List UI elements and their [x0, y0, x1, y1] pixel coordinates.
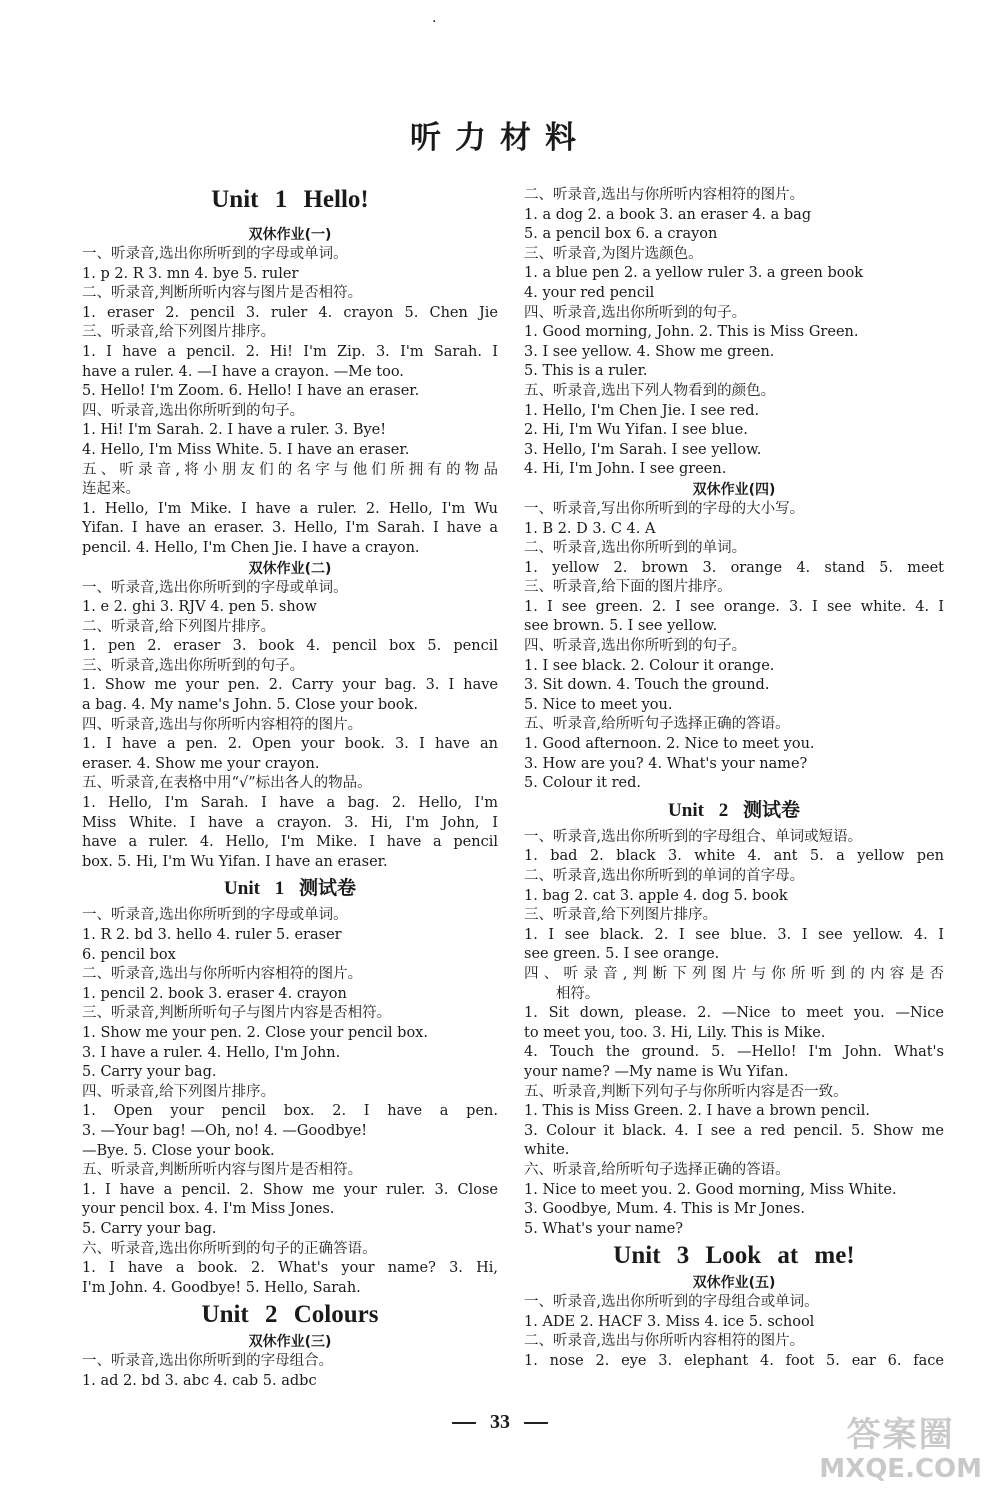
text-line: 1. Hello, I'm Sarah. I have a bag. 2. Hello, I'm — [82, 795, 498, 812]
text-line: 四、听录音,选出你所听到的句子。 — [524, 638, 747, 655]
text-line: 一、听录音,选出你所听到的字母或单词。 — [82, 907, 348, 924]
text-line: 1. Show me your pen. 2. Close your pencil box. — [82, 1024, 428, 1041]
footer-dash-right — [524, 1422, 548, 1424]
text-line: 相符。 — [555, 985, 600, 1002]
text-line: eraser. 4. Show me your crayon. — [82, 755, 320, 772]
text-line: your pencil box. 4. I'm Miss Jones. — [82, 1201, 335, 1218]
text-line: 4. your red pencil — [524, 284, 655, 301]
left-column — [82, 186, 498, 1391]
text-line: 1. bad 2. black 3. white 4. ant 5. a yellow pen — [524, 848, 944, 865]
text-line: 四、听录音,判断下列图片与你所听到的内容是否 — [524, 965, 944, 982]
text-line: I'm John. 4. Goodbye! 5. Hello, Sarah. — [82, 1279, 361, 1296]
text-line: 1. pen 2. eraser 3. book 4. pencil box 5. pencil — [82, 638, 498, 655]
text-line: 五、听录音,给所听句子选择正确的答语。 — [524, 716, 790, 733]
text-line: 4. Hi, I'm John. I see green. — [524, 461, 727, 478]
watermark-top: 答案圈 — [846, 1415, 955, 1455]
text-line: 1. Good afternoon. 2. Nice to meet you. — [524, 736, 815, 753]
text-line: 1. Hello, I'm Chen Jie. I see red. — [524, 402, 760, 419]
text-line: 1. pencil 2. book 3. eraser 4. crayon — [82, 985, 347, 1002]
text-line: 1. e 2. ghi 3. RJV 4. pen 5. show — [82, 599, 317, 616]
text-line: 五、听录音,判断所听内容与图片是否相符。 — [82, 1162, 363, 1179]
unit-heading: Unit 3 Look at me! — [613, 1242, 855, 1270]
text-line: 5. Carry your bag. — [82, 1064, 217, 1081]
text-line: 1. eraser 2. pencil 3. ruler 4. crayon 5. Chen Jie — [82, 304, 498, 321]
text-line: 4. Touch the ground. 5. —Hello! I'm John. What's — [524, 1044, 944, 1061]
text-line: 五、听录音,判断下列句子与你所听内容是否一致。 — [524, 1083, 848, 1100]
text-line: 三、听录音,给下面的图片排序。 — [524, 579, 732, 596]
section-heading: 双休作业(三) — [248, 1334, 332, 1351]
section-heading: 双休作业(四) — [692, 481, 776, 498]
text-line: 一、听录音,选出你所听到的字母组合或单词。 — [524, 1294, 819, 1311]
text-line: 1. bag 2. cat 3. apple 4. dog 5. book — [524, 887, 788, 904]
text-line: 一、听录音,选出你所听到的字母或单词。 — [82, 246, 348, 262]
text-line: 3. I have a ruler. 4. Hello, I'm John. — [82, 1044, 341, 1061]
text-line: 1. a blue pen 2. a yellow ruler 3. a green book — [524, 265, 864, 282]
text-line: —Bye. 5. Close your book. — [82, 1142, 275, 1159]
text-line: pencil. 4. Hello, I'm Chen Jie. I have a crayon. — [82, 539, 420, 556]
text-line: 5. Nice to meet you. — [524, 696, 673, 713]
text-line: 三、听录音,为图片选颜色。 — [524, 245, 703, 262]
text-line: 1. This is Miss Green. 2. I have a brown pencil. — [524, 1103, 870, 1120]
text-line: 1. Open your pencil box. 2. I have a pen. — [82, 1103, 498, 1120]
text-line: 1. I have a pencil. 2. Show me your ruler. 3. Close — [82, 1181, 498, 1198]
text-line: see brown. 5. I see yellow. — [524, 618, 718, 635]
text-line: 一、听录音,选出你所听到的字母组合。 — [82, 1353, 334, 1370]
text-line: 1. Sit down, please. 2. —Nice to meet you. —Nice — [524, 1005, 944, 1022]
watermark-logo — [819, 1415, 982, 1486]
text-line: 3. How are you? 4. What's your name? — [524, 755, 808, 772]
text-line: have a ruler. 4. Hello, I'm Mike. I have a pencil — [82, 834, 498, 851]
top-mark: · — [432, 14, 437, 30]
text-line: 二、听录音,选出你所听到的单词。 — [524, 540, 747, 557]
text-line: 1. I have a pencil. 2. Hi! I'm Zip. 3. I'm Sarah. I — [82, 343, 498, 360]
text-line: 6. pencil box — [82, 946, 176, 963]
text-line: 3. Sit down. 4. Touch the ground. — [524, 677, 770, 694]
text-line: 1. I see black. 2. Colour it orange. — [524, 657, 775, 674]
text-line: 1. R 2. bd 3. hello 4. ruler 5. eraser — [82, 927, 342, 943]
text-line: 四、听录音,选出与你所听内容相符的图片。 — [82, 716, 363, 733]
text-line: 连起来。 — [82, 481, 140, 498]
text-line: have a ruler. 4. —I have a crayon. —Me too. — [82, 363, 404, 380]
text-line: 1. ad 2. bd 3. abc 4. cab 5. adbc — [82, 1372, 317, 1389]
text-line: 1. B 2. D 3. C 4. A — [524, 520, 656, 537]
text-line: 3. Colour it black. 4. I see a red pencil. 5. Show me — [524, 1122, 944, 1139]
text-line: 四、听录音,选出你所听到的句子。 — [82, 402, 305, 419]
text-line: 1. Hello, I'm Mike. I have a ruler. 2. Hello, I'm Wu — [82, 500, 498, 517]
text-line: 5. What's your name? — [524, 1220, 684, 1237]
section-heading: 双休作业(五) — [692, 1275, 776, 1292]
text-line: 五、听录音,将小朋友们的名字与他们所拥有的物品 — [82, 461, 498, 478]
text-line: 五、听录音,在表格中用“√”标出各人的物品。 — [82, 775, 372, 792]
text-line: 2. Hi, I'm Wu Yifan. I see blue. — [524, 422, 748, 439]
text-line: 3. I see yellow. 4. Show me green. — [524, 343, 775, 360]
text-line: 六、听录音,选出你所听到的句子的正确答语。 — [82, 1240, 377, 1257]
text-line: Yifan. I have an eraser. 3. Hello, I'm Sarah. I have a — [82, 520, 498, 537]
text-line: 4. Hello, I'm Miss White. 5. I have an eraser. — [82, 441, 410, 458]
text-line: 1. Nice to meet you. 2. Good morning, Miss White. — [524, 1181, 897, 1198]
right-column — [524, 186, 944, 1372]
text-line: 五、听录音,选出下列人物看到的颜色。 — [524, 382, 776, 399]
text-line: 二、听录音,选出你所听到的单词的首字母。 — [524, 868, 805, 884]
unit-heading: Unit 2 测试卷 — [668, 799, 800, 821]
text-line: 1. I have a book. 2. What's your name? 3. Hi, — [82, 1260, 498, 1277]
text-line: 1. ADE 2. HACF 3. Miss 4. ice 5. school — [524, 1313, 815, 1330]
unit-heading: Unit 1 Hello! — [211, 186, 369, 213]
text-line: Miss White. I have a crayon. 3. Hi, I'm John, I — [82, 814, 498, 831]
text-line: 1. Good morning, John. 2. This is Miss Green. — [524, 324, 859, 341]
text-line: 1. I see black. 2. I see blue. 3. I see yellow. 4. I — [524, 926, 944, 943]
text-line: box. 5. Hi, I'm Wu Yifan. I have an eraser. — [82, 853, 388, 870]
text-line: white. — [524, 1142, 570, 1159]
text-line: 四、听录音,选出你所听到的句子。 — [524, 304, 747, 321]
text-line: 5. Carry your bag. — [82, 1220, 217, 1237]
text-line: your name? —My name is Wu Yifan. — [524, 1063, 789, 1080]
text-line: 三、听录音,选出你所听到的句子。 — [82, 657, 305, 674]
text-line: 5. Colour it red. — [524, 775, 641, 792]
text-line: 1. I have a pen. 2. Open your book. 3. I have an — [82, 736, 498, 753]
text-line: 三、听录音,给下列图片排序。 — [524, 907, 718, 924]
unit-heading: Unit 2 Colours — [201, 1301, 379, 1329]
text-line: to meet you, too. 3. Hi, Lily. This is Mike. — [524, 1024, 826, 1041]
text-line: 二、听录音,选出与你所听内容相符的图片。 — [524, 1333, 805, 1350]
text-line: 1. nose 2. eye 3. elephant 4. foot 5. ear 6. face — [524, 1353, 944, 1370]
text-line: 二、听录音,给下列图片排序。 — [82, 618, 276, 635]
text-line: 1. Hi! I'm Sarah. 2. I have a ruler. 3. Bye! — [82, 422, 387, 439]
watermark-bottom: MXQE.COM — [819, 1454, 982, 1484]
text-line: 1. Show me your pen. 2. Carry your bag. 3. I have — [82, 677, 498, 694]
text-line: 六、听录音,给所听句子选择正确的答语。 — [524, 1161, 790, 1178]
text-line: 3. Hello, I'm Sarah. I see yellow. — [524, 441, 762, 458]
text-line: 二、听录音,判断所听内容与图片是否相符。 — [82, 285, 363, 302]
page-title: 听力材料 — [410, 120, 590, 156]
text-line: 四、听录音,给下列图片排序。 — [82, 1083, 276, 1100]
page-number: 33 — [490, 1411, 510, 1433]
footer-dash-left — [452, 1422, 476, 1424]
section-heading: 双休作业(二) — [248, 560, 332, 577]
text-line: 5. Hello! I'm Zoom. 6. Hello! I have an eraser. — [82, 383, 420, 400]
text-line: 1. p 2. R 3. mn 4. bye 5. ruler — [82, 265, 299, 282]
text-line: 一、听录音,选出你所听到的字母组合、单词或短语。 — [524, 828, 863, 845]
text-line: 5. This is a ruler. — [524, 363, 648, 380]
text-line: 三、听录音,判断所听句子与图片内容是否相符。 — [82, 1005, 392, 1022]
text-line: 1. I see green. 2. I see orange. 3. I see white. 4. I — [524, 598, 944, 615]
text-line: 二、听录音,选出与你所听内容相符的图片。 — [524, 187, 805, 203]
text-line: 三、听录音,给下列图片排序。 — [82, 324, 276, 341]
text-line: 一、听录音,选出你所听到的字母或单词。 — [82, 579, 348, 596]
text-line: a bag. 4. My name's John. 5. Close your book. — [82, 697, 419, 714]
text-line: 一、听录音,写出你所听到的字母的大小写。 — [524, 500, 805, 517]
text-line: 1. a dog 2. a book 3. an eraser 4. a bag — [524, 206, 812, 223]
text-line: 二、听录音,选出与你所听内容相符的图片。 — [82, 966, 363, 983]
section-heading: 双休作业(一) — [248, 227, 332, 243]
text-line: see green. 5. I see orange. — [524, 946, 720, 963]
text-line: 3. Goodbye, Mum. 4. This is Mr Jones. — [524, 1201, 805, 1218]
text-line: 5. a pencil box 6. a crayon — [524, 226, 718, 243]
unit-heading: Unit 1 测试卷 — [224, 878, 356, 900]
text-line: 3. —Your bag! —Oh, no! 4. —Goodbye! — [82, 1122, 368, 1139]
text-line: 1. yellow 2. brown 3. orange 4. stand 5. meet — [524, 559, 944, 576]
